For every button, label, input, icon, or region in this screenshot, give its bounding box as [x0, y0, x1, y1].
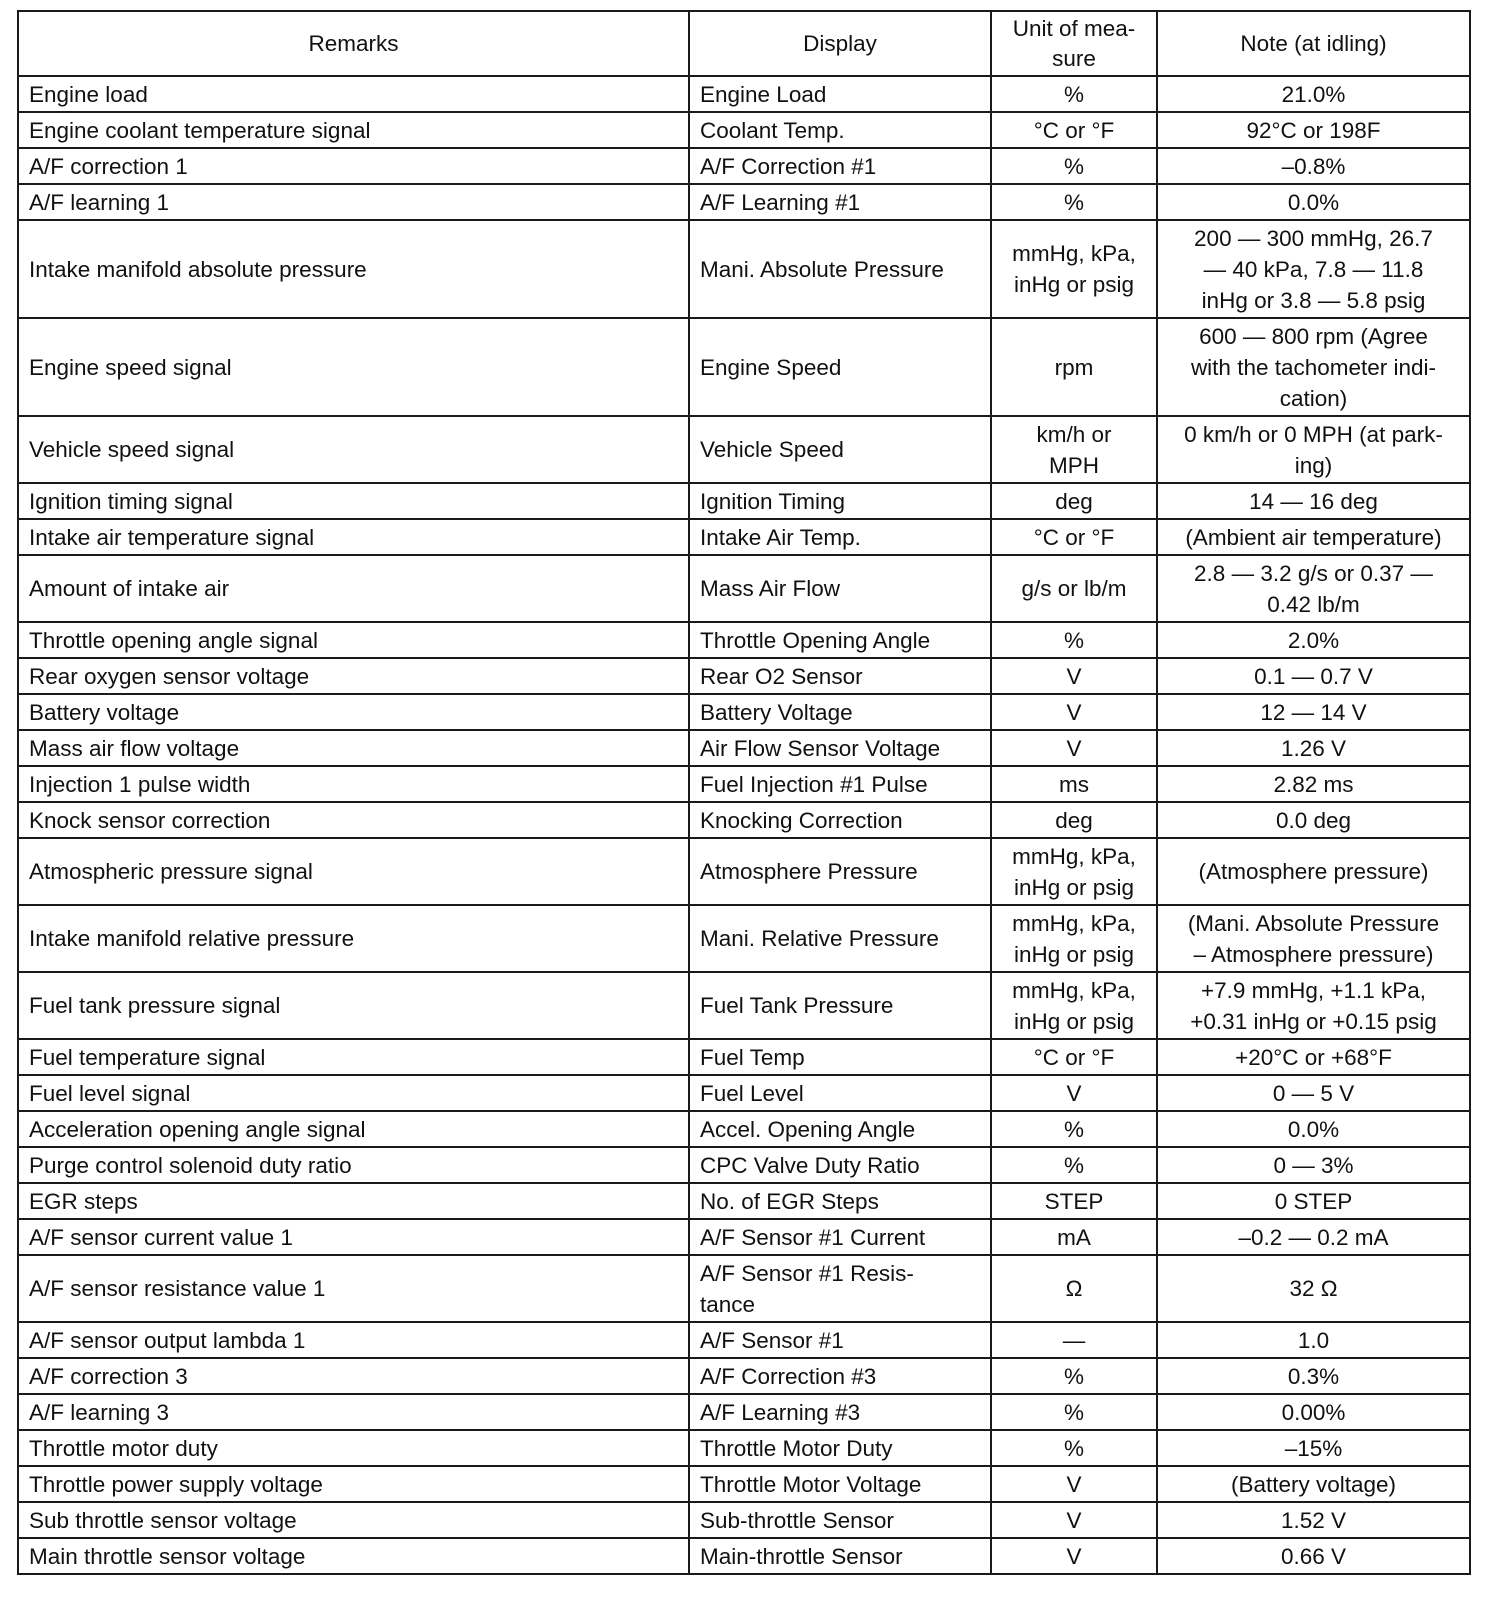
cell-note: 1.0: [1157, 1322, 1470, 1358]
cell-note: 2.8 — 3.2 g/s or 0.37 — 0.42 lb/m: [1157, 555, 1470, 622]
cell-remarks: Atmospheric pressure signal: [18, 838, 689, 905]
cell-display: A/F Sensor #1 Resis- tance: [689, 1255, 991, 1322]
table-row: [18, 1039, 1470, 1075]
cell-note: 92°C or 198F: [1157, 112, 1470, 148]
cell-display: No. of EGR Steps: [689, 1183, 991, 1219]
table-row: [18, 694, 1470, 730]
cell-display: A/F Sensor #1: [689, 1322, 991, 1358]
cell-remarks: Sub throttle sensor voltage: [18, 1502, 689, 1538]
cell-display: Battery Voltage: [689, 694, 991, 730]
cell-unit: rpm: [991, 318, 1157, 416]
cell-unit: Ω: [991, 1255, 1157, 1322]
table-row: [18, 838, 1470, 905]
cell-remarks: A/F sensor output lambda 1: [18, 1322, 689, 1358]
cell-remarks: A/F learning 1: [18, 184, 689, 220]
cell-remarks: Throttle opening angle signal: [18, 622, 689, 658]
cell-unit: mmHg, kPa, inHg or psig: [991, 838, 1157, 905]
header-note: Note (at idling): [1157, 11, 1470, 76]
cell-note: (Mani. Absolute Pressure – Atmosphere pressure): [1157, 905, 1470, 972]
table-row: [18, 184, 1470, 220]
cell-note: 21.0%: [1157, 76, 1470, 112]
cell-unit: %: [991, 148, 1157, 184]
cell-unit: ms: [991, 766, 1157, 802]
cell-display: Fuel Temp: [689, 1039, 991, 1075]
cell-note: (Atmosphere pressure): [1157, 838, 1470, 905]
cell-note: 0.66 V: [1157, 1538, 1470, 1574]
cell-unit: %: [991, 1358, 1157, 1394]
cell-note: 600 — 800 rpm (Agree with the tachometer indi- cation): [1157, 318, 1470, 416]
cell-unit: %: [991, 1111, 1157, 1147]
cell-note: 2.82 ms: [1157, 766, 1470, 802]
cell-note: 0.0%: [1157, 1111, 1470, 1147]
cell-unit: V: [991, 1466, 1157, 1502]
cell-note: 1.52 V: [1157, 1502, 1470, 1538]
cell-note: 0 STEP: [1157, 1183, 1470, 1219]
cell-unit: deg: [991, 802, 1157, 838]
cell-remarks: Fuel tank pressure signal: [18, 972, 689, 1039]
cell-remarks: A/F sensor resistance value 1: [18, 1255, 689, 1322]
cell-display: Engine Load: [689, 76, 991, 112]
cell-remarks: EGR steps: [18, 1183, 689, 1219]
table-row: [18, 148, 1470, 184]
cell-display: Mani. Absolute Pressure: [689, 220, 991, 318]
cell-unit: g/s or lb/m: [991, 555, 1157, 622]
cell-display: Vehicle Speed: [689, 416, 991, 483]
cell-note: 0.3%: [1157, 1358, 1470, 1394]
cell-remarks: Throttle motor duty: [18, 1430, 689, 1466]
cell-display: Knocking Correction: [689, 802, 991, 838]
cell-unit: V: [991, 694, 1157, 730]
cell-display: Fuel Injection #1 Pulse: [689, 766, 991, 802]
table-row: [18, 1538, 1470, 1574]
cell-remarks: Engine coolant temperature signal: [18, 112, 689, 148]
cell-remarks: Injection 1 pulse width: [18, 766, 689, 802]
cell-display: Engine Speed: [689, 318, 991, 416]
cell-unit: mmHg, kPa, inHg or psig: [991, 220, 1157, 318]
table-row: [18, 1358, 1470, 1394]
cell-remarks: Intake manifold absolute pressure: [18, 220, 689, 318]
cell-unit: STEP: [991, 1183, 1157, 1219]
cell-note: 2.0%: [1157, 622, 1470, 658]
table-row: [18, 1219, 1470, 1255]
table-row: [18, 1255, 1470, 1322]
cell-note: 1.26 V: [1157, 730, 1470, 766]
cell-remarks: A/F sensor current value 1: [18, 1219, 689, 1255]
cell-remarks: Intake air temperature signal: [18, 519, 689, 555]
cell-note: 200 — 300 mmHg, 26.7 — 40 kPa, 7.8 — 11.8 inHg or 3.8 — 5.8 psig: [1157, 220, 1470, 318]
cell-display: Rear O2 Sensor: [689, 658, 991, 694]
cell-remarks: Rear oxygen sensor voltage: [18, 658, 689, 694]
table-row: [18, 1183, 1470, 1219]
table-row: [18, 519, 1470, 555]
cell-display: Atmosphere Pressure: [689, 838, 991, 905]
table-row: [18, 76, 1470, 112]
cell-unit: %: [991, 1430, 1157, 1466]
cell-remarks: Intake manifold relative pressure: [18, 905, 689, 972]
cell-remarks: Purge control solenoid duty ratio: [18, 1147, 689, 1183]
cell-display: Main-throttle Sensor: [689, 1538, 991, 1574]
cell-remarks: Throttle power supply voltage: [18, 1466, 689, 1502]
cell-display: Intake Air Temp.: [689, 519, 991, 555]
cell-display: A/F Correction #1: [689, 148, 991, 184]
cell-unit: %: [991, 1147, 1157, 1183]
table-row: [18, 972, 1470, 1039]
cell-note: +20°C or +68°F: [1157, 1039, 1470, 1075]
cell-display: A/F Learning #1: [689, 184, 991, 220]
cell-note: 32 Ω: [1157, 1255, 1470, 1322]
table-row: [18, 112, 1470, 148]
cell-note: 0 km/h or 0 MPH (at park- ing): [1157, 416, 1470, 483]
cell-unit: °C or °F: [991, 1039, 1157, 1075]
table-row: [18, 483, 1470, 519]
cell-remarks: Main throttle sensor voltage: [18, 1538, 689, 1574]
cell-note: 0.00%: [1157, 1394, 1470, 1430]
cell-note: 14 — 16 deg: [1157, 483, 1470, 519]
cell-unit: V: [991, 1502, 1157, 1538]
table-row: [18, 1430, 1470, 1466]
cell-note: +7.9 mmHg, +1.1 kPa, +0.31 inHg or +0.15 psig: [1157, 972, 1470, 1039]
cell-unit: —: [991, 1322, 1157, 1358]
cell-note: 0 — 5 V: [1157, 1075, 1470, 1111]
table-row: [18, 622, 1470, 658]
cell-note: 0.0%: [1157, 184, 1470, 220]
cell-remarks: A/F learning 3: [18, 1394, 689, 1430]
cell-remarks: Mass air flow voltage: [18, 730, 689, 766]
cell-display: Throttle Motor Duty: [689, 1430, 991, 1466]
cell-display: Fuel Level: [689, 1075, 991, 1111]
table-row: [18, 1466, 1470, 1502]
cell-unit: °C or °F: [991, 519, 1157, 555]
header-unit: Unit of mea- sure: [991, 11, 1157, 76]
table-row: [18, 905, 1470, 972]
cell-remarks: Vehicle speed signal: [18, 416, 689, 483]
cell-unit: V: [991, 1075, 1157, 1111]
cell-remarks: Fuel temperature signal: [18, 1039, 689, 1075]
cell-remarks: A/F correction 3: [18, 1358, 689, 1394]
cell-unit: mmHg, kPa, inHg or psig: [991, 972, 1157, 1039]
cell-display: Throttle Motor Voltage: [689, 1466, 991, 1502]
table-row: [18, 1147, 1470, 1183]
cell-note: –0.2 — 0.2 mA: [1157, 1219, 1470, 1255]
table-row: [18, 1502, 1470, 1538]
table-row: [18, 1075, 1470, 1111]
cell-display: Air Flow Sensor Voltage: [689, 730, 991, 766]
cell-unit: km/h or MPH: [991, 416, 1157, 483]
cell-display: Coolant Temp.: [689, 112, 991, 148]
cell-note: 12 — 14 V: [1157, 694, 1470, 730]
cell-unit: V: [991, 1538, 1157, 1574]
cell-unit: %: [991, 622, 1157, 658]
cell-remarks: Ignition timing signal: [18, 483, 689, 519]
cell-unit: deg: [991, 483, 1157, 519]
table-row: [18, 1322, 1470, 1358]
cell-display: Throttle Opening Angle: [689, 622, 991, 658]
table-header-row: [18, 11, 1470, 76]
table-body: [18, 76, 1470, 1574]
cell-note: 0.1 — 0.7 V: [1157, 658, 1470, 694]
cell-unit: %: [991, 184, 1157, 220]
cell-display: Accel. Opening Angle: [689, 1111, 991, 1147]
table-row: [18, 802, 1470, 838]
cell-remarks: Fuel level signal: [18, 1075, 689, 1111]
cell-remarks: A/F correction 1: [18, 148, 689, 184]
cell-unit: %: [991, 1394, 1157, 1430]
table-row: [18, 766, 1470, 802]
cell-unit: °C or °F: [991, 112, 1157, 148]
cell-display: Fuel Tank Pressure: [689, 972, 991, 1039]
header-remarks: Remarks: [18, 11, 689, 76]
cell-note: (Battery voltage): [1157, 1466, 1470, 1502]
table-row: [18, 1111, 1470, 1147]
cell-unit: mmHg, kPa, inHg or psig: [991, 905, 1157, 972]
cell-display: A/F Learning #3: [689, 1394, 991, 1430]
cell-unit: V: [991, 730, 1157, 766]
cell-note: 0.0 deg: [1157, 802, 1470, 838]
cell-display: Sub-throttle Sensor: [689, 1502, 991, 1538]
cell-remarks: Knock sensor correction: [18, 802, 689, 838]
cell-note: 0 — 3%: [1157, 1147, 1470, 1183]
table-row: [18, 416, 1470, 483]
table-row: [18, 1394, 1470, 1430]
cell-unit: %: [991, 76, 1157, 112]
table-row: [18, 730, 1470, 766]
cell-display: CPC Valve Duty Ratio: [689, 1147, 991, 1183]
cell-remarks: Battery voltage: [18, 694, 689, 730]
cell-display: Ignition Timing: [689, 483, 991, 519]
cell-note: (Ambient air temperature): [1157, 519, 1470, 555]
header-display: Display: [689, 11, 991, 76]
cell-display: Mani. Relative Pressure: [689, 905, 991, 972]
cell-remarks: Amount of intake air: [18, 555, 689, 622]
cell-display: A/F Correction #3: [689, 1358, 991, 1394]
table-row: [18, 658, 1470, 694]
cell-remarks: Engine speed signal: [18, 318, 689, 416]
table-row: [18, 555, 1470, 622]
cell-display: A/F Sensor #1 Current: [689, 1219, 991, 1255]
parameter-table: [17, 10, 1471, 1575]
table-row: [18, 220, 1470, 318]
table-row: [18, 318, 1470, 416]
cell-unit: V: [991, 658, 1157, 694]
cell-note: –15%: [1157, 1430, 1470, 1466]
cell-display: Mass Air Flow: [689, 555, 991, 622]
cell-unit: mA: [991, 1219, 1157, 1255]
cell-remarks: Acceleration opening angle signal: [18, 1111, 689, 1147]
cell-note: –0.8%: [1157, 148, 1470, 184]
cell-remarks: Engine load: [18, 76, 689, 112]
